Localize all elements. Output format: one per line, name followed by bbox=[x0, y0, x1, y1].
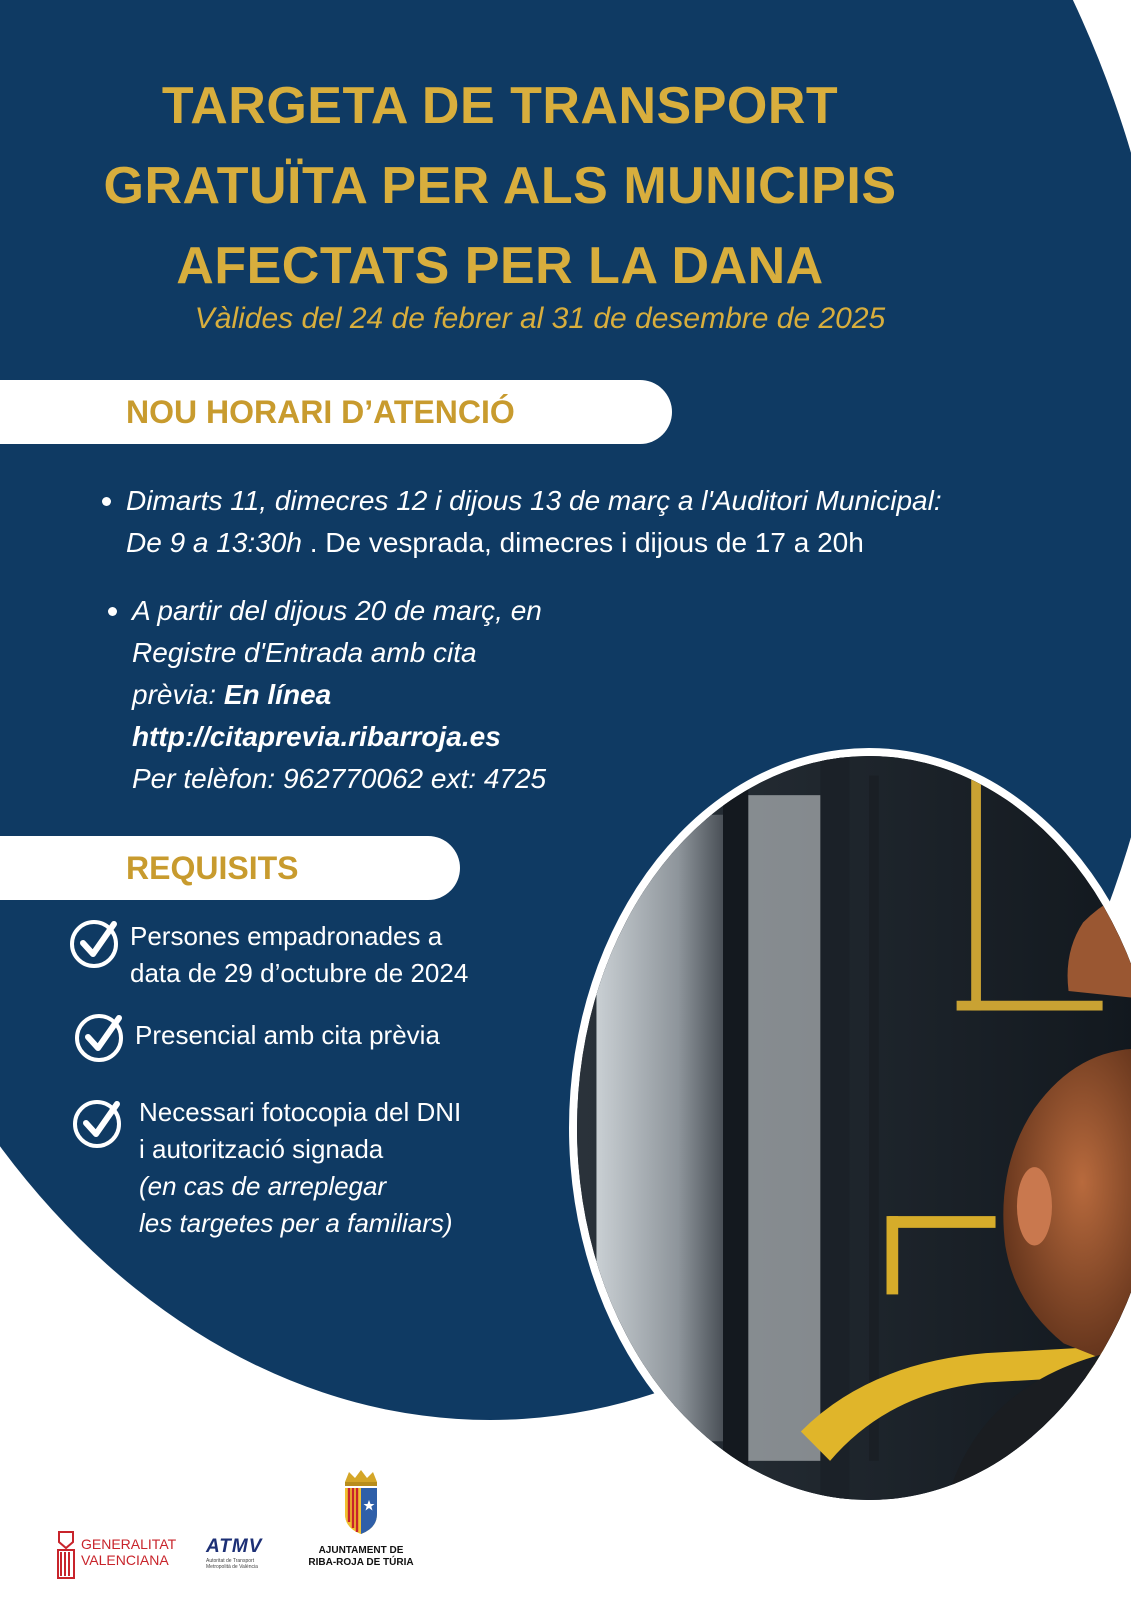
schedule-hours: De 9 a 13:30h bbox=[126, 527, 302, 558]
generalitat-line: GENERALITAT bbox=[81, 1536, 177, 1552]
ajuntament-logo bbox=[296, 1470, 426, 1569]
requirement-item-1 bbox=[130, 918, 468, 992]
requirement-line: Persones empadronades a bbox=[130, 921, 443, 951]
validity-subtitle: Vàlides del 24 de febrer al 31 de desembre de 2025 bbox=[194, 302, 886, 335]
generalitat-logo bbox=[55, 1528, 177, 1585]
schedule-heading: NOU HORARI D’ATENCIÓ bbox=[0, 380, 672, 444]
schedule-item-auditori bbox=[126, 480, 1116, 564]
schedule-item-line: A partir del dijous 20 de març, en bbox=[132, 595, 542, 626]
atmv-subtitle: Autoritat de Transport bbox=[206, 1558, 255, 1564]
schedule-item-registre bbox=[132, 590, 692, 800]
footer-logos bbox=[0, 1470, 600, 1600]
title-line-2: GRATUÏTA PER ALS MUNICIPIS bbox=[103, 157, 897, 215]
schedule-item-line bbox=[126, 522, 1116, 564]
phone-number: Per telèfon: 962770062 ext: 4725 bbox=[132, 763, 547, 794]
checkmark-circle-icon bbox=[71, 1096, 125, 1150]
requirement-item-2 bbox=[135, 1017, 440, 1054]
appointment-label: prèvia: bbox=[132, 679, 224, 710]
schedule-item-line: Registre d'Entrada amb cita bbox=[132, 637, 477, 668]
requirement-line: Presencial amb cita prèvia bbox=[135, 1020, 440, 1050]
checkmark-circle-icon bbox=[68, 916, 122, 970]
requirement-item-3 bbox=[139, 1094, 461, 1242]
atmv-logo bbox=[206, 1536, 276, 1570]
online-label: En línea bbox=[223, 679, 332, 710]
requirement-line: Necessari fotocopia del DNI bbox=[139, 1097, 462, 1127]
atmv-label: ATMV bbox=[206, 1536, 263, 1557]
generalitat-emblem-icon bbox=[55, 1528, 77, 1582]
bus-passenger-photo bbox=[569, 748, 1131, 1508]
title-line-1: TARGETA DE TRANSPORT bbox=[161, 77, 839, 135]
requirement-line: i autorització signada bbox=[139, 1134, 384, 1164]
checkmark-circle-icon bbox=[73, 1010, 127, 1064]
requirements-heading: REQUISITS bbox=[0, 836, 460, 900]
ajuntament-line: AJUNTAMENT DE bbox=[318, 1545, 404, 1556]
atmv-subtitle: Metropolità de València bbox=[206, 1564, 258, 1570]
title-line-3: AFECTATS PER LA DANA bbox=[176, 237, 824, 295]
requirement-note: (en cas de arreplegar bbox=[139, 1171, 387, 1201]
requirement-line: data de 29 d’octubre de 2024 bbox=[130, 958, 469, 988]
schedule-item-line bbox=[132, 674, 692, 716]
requirement-note: les targetes per a familiars) bbox=[139, 1208, 453, 1238]
schedule-afternoon: . De vesprada, dimecres i dijous de 17 a 20h bbox=[301, 527, 864, 558]
generalitat-line: VALENCIANA bbox=[81, 1552, 169, 1568]
schedule-item-line: Dimarts 11, dimecres 12 i dijous 13 de març a l'Auditori Municipal: bbox=[126, 485, 942, 516]
ajuntament-coat-of-arms-icon bbox=[341, 1470, 381, 1536]
page-title bbox=[20, 66, 980, 306]
appointment-url-link[interactable]: http://citaprevia.ribarroja.es bbox=[132, 721, 501, 752]
ajuntament-line: RIBA-ROJA DE TÚRIA bbox=[308, 1557, 414, 1568]
